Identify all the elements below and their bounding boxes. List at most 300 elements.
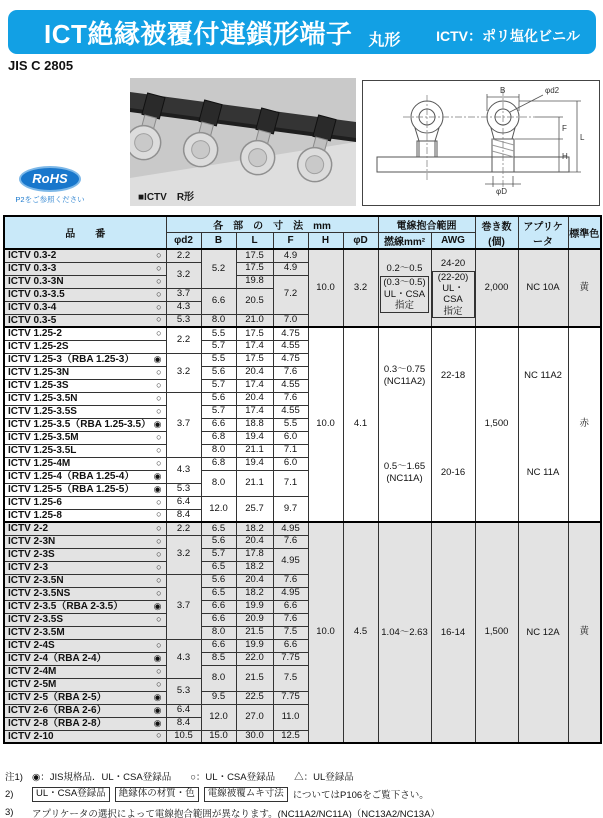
part-number-cell xyxy=(4,548,166,561)
part-number-cell xyxy=(4,483,166,496)
col-header-part-number: 品 番 xyxy=(4,216,166,249)
registration-mark: ◉ xyxy=(153,600,162,611)
dim-l-cell: 25.7 xyxy=(236,496,273,522)
part-number: ICTV 0.3-2 xyxy=(8,250,57,262)
part-number: ICTV 2-4（RBA 2-4） xyxy=(8,653,107,664)
part-number: ICTV 2-3.5N xyxy=(8,575,64,586)
dim-l-cell: 17.5 xyxy=(236,353,273,366)
rohs-note: P2をご参照ください xyxy=(15,195,85,204)
dim-f-cell: 4.95 xyxy=(273,548,308,574)
dim-l-cell: 17.8 xyxy=(236,548,273,561)
dim-f-cell: 4.75 xyxy=(273,353,308,366)
dim-f-cell: 4.9 xyxy=(273,249,308,262)
col-header-l: L xyxy=(236,233,273,250)
dim-l-cell: 17.4 xyxy=(236,379,273,392)
part-number-cell xyxy=(4,678,166,691)
wire-range-cell: 0.2～0.5 (0.3～0.5) UL・CSA 指定 xyxy=(378,249,431,327)
col-header-awg: AWG xyxy=(431,233,475,250)
footnote-label: 注1) xyxy=(5,772,23,783)
col-header-b: B xyxy=(201,233,236,250)
dim-l-cell: 21.5 xyxy=(236,665,273,691)
dim-d2-cell: 3.7 xyxy=(166,288,201,301)
dim-b-cell: 8.0 xyxy=(201,626,236,639)
part-number-cell xyxy=(4,275,166,288)
part-number-cell xyxy=(4,327,166,340)
dim-b-cell: 5.7 xyxy=(201,548,236,561)
footnote-text: アプリケータの選択によって電線抱合範囲が異なります。(NC11A2/NC11A)（NC13A2/NC13A） xyxy=(32,808,440,818)
part-number-cell xyxy=(4,353,166,366)
part-number: ICTV 2-4M xyxy=(8,666,57,677)
part-number: ICTV 1.25-4M xyxy=(8,458,71,469)
dim-l-cell: 20.4 xyxy=(236,574,273,587)
dim-d-cell: 4.5 xyxy=(343,522,378,743)
part-number-cell xyxy=(4,470,166,483)
registration-mark: ○ xyxy=(156,574,162,585)
col-header-d: φD xyxy=(343,233,378,250)
registration-mark: ○ xyxy=(156,535,162,546)
dim-b-cell: 5.2 xyxy=(201,249,236,288)
part-number: ICTV 2-2 xyxy=(8,523,49,535)
col-header-dimensions: 各 部 の 寸 法 mm xyxy=(166,216,378,233)
dim-l-cell: 21.0 xyxy=(236,314,273,327)
dim-f-cell: 4.95 xyxy=(273,587,308,600)
registration-mark: ○ xyxy=(156,639,162,650)
registration-mark: ○ xyxy=(156,327,162,338)
footnote-text: ◉：JIS規格品．UL・CSA登録品 ○：UL・CSA登録品 △：UL登録品 xyxy=(32,772,354,783)
registration-mark: ○ xyxy=(156,678,162,689)
dim-b-cell: 6.8 xyxy=(201,431,236,444)
registration-mark: ○ xyxy=(156,561,162,572)
part-number-cell xyxy=(4,379,166,392)
photo-caption: ■ICTV R形 xyxy=(138,192,195,203)
dim-f-cell: 6.0 xyxy=(273,431,308,444)
dim-l-cell: 27.0 xyxy=(236,704,273,730)
registration-mark: ○ xyxy=(156,730,162,741)
dim-d2-cell: 2.2 xyxy=(166,522,201,535)
dim-f-cell: 4.75 xyxy=(273,327,308,340)
part-number: ICTV 1.25-3S xyxy=(8,380,69,391)
dim-l-cell: 21.5 xyxy=(236,626,273,639)
dim-f-cell: 7.6 xyxy=(273,574,308,587)
dim-f-cell: 7.6 xyxy=(273,613,308,626)
table-row xyxy=(4,522,601,535)
dim-f-cell: 7.6 xyxy=(273,535,308,548)
dim-label-d: φD xyxy=(496,187,507,196)
part-number: ICTV 2-8（RBA 2-8） xyxy=(8,718,107,729)
col-header-qty: 巻き数(個) xyxy=(475,216,518,249)
part-number: ICTV 2-3.5（RBA 2-3.5） xyxy=(8,601,124,612)
dim-d2-cell: 5.3 xyxy=(166,314,201,327)
dim-f-cell: 7.6 xyxy=(273,366,308,379)
dim-b-cell: 8.0 xyxy=(201,665,236,691)
footnote-label: 3) xyxy=(5,807,14,818)
dim-h-cell: 10.0 xyxy=(308,249,343,327)
col-header-wire: 撚線mm² xyxy=(378,233,431,250)
dim-l-cell: 20.9 xyxy=(236,613,273,626)
part-number: ICTV 1.25-4（RBA 1.25-4） xyxy=(8,471,135,482)
dim-b-cell: 6.6 xyxy=(201,600,236,613)
dim-b-cell: 6.5 xyxy=(201,561,236,574)
registration-mark: ○ xyxy=(156,457,162,468)
dim-l-cell: 18.2 xyxy=(236,561,273,574)
col-header-applicator: アプリケータ xyxy=(518,216,568,249)
dim-l-cell: 21.1 xyxy=(236,470,273,496)
part-number: ICTV 1.25-6 xyxy=(8,497,62,508)
dim-l-cell: 30.0 xyxy=(236,730,273,743)
part-number: ICTV 2-5M xyxy=(8,679,57,690)
registration-mark: ◉ xyxy=(153,717,162,728)
registration-mark: ○ xyxy=(156,288,162,299)
registration-mark: ◉ xyxy=(153,652,162,663)
part-number-cell xyxy=(4,314,166,327)
dim-f-cell: 5.5 xyxy=(273,418,308,431)
registration-mark: ◉ xyxy=(153,353,162,364)
dim-d2-cell: 2.2 xyxy=(166,327,201,353)
dim-l-cell: 17.4 xyxy=(236,340,273,353)
dim-d2-cell: 6.4 xyxy=(166,496,201,509)
dim-l-cell: 20.5 xyxy=(236,288,273,314)
registration-mark: ○ xyxy=(156,613,162,624)
part-number: ICTV 0.3-3.5 xyxy=(8,289,65,300)
page-title: ICT絶縁被覆付連鎖形端子 xyxy=(44,18,353,49)
dim-f-cell: 6.6 xyxy=(273,639,308,652)
dim-d2-cell: 8.4 xyxy=(166,717,201,730)
dim-d2-cell: 4.3 xyxy=(166,457,201,483)
part-number-cell xyxy=(4,288,166,301)
table-row xyxy=(4,249,601,262)
part-number-cell xyxy=(4,301,166,314)
dim-label-f: F xyxy=(562,124,567,133)
registration-mark: ◉ xyxy=(153,483,162,494)
part-number: ICTV 2-6（RBA 2-6） xyxy=(8,705,107,716)
dim-label-h: H xyxy=(562,152,568,161)
dim-b-cell: 5.7 xyxy=(201,405,236,418)
part-number-cell xyxy=(4,444,166,457)
registration-mark: ◉ xyxy=(153,691,162,702)
dim-b-cell: 15.0 xyxy=(201,730,236,743)
registration-mark: ○ xyxy=(156,444,162,455)
part-number: ICTV 1.25-3（RBA 1.25-3） xyxy=(8,354,135,365)
part-number-cell xyxy=(4,574,166,587)
part-number: ICTV 1.25-3.5N xyxy=(8,393,78,404)
product-photo-image xyxy=(130,78,356,206)
dim-b-cell: 8.0 xyxy=(201,314,236,327)
dim-d2-cell: 3.7 xyxy=(166,392,201,457)
awg-cell: 24-20 (22-20) UL・CSA 指定 xyxy=(431,249,475,327)
dim-f-cell: 9.7 xyxy=(273,496,308,522)
dim-f-cell: 6.6 xyxy=(273,600,308,613)
part-number: ICTV 2-3S xyxy=(8,549,55,560)
dim-b-cell: 6.5 xyxy=(201,587,236,600)
part-number-cell xyxy=(4,665,166,678)
dim-d2-cell: 8.4 xyxy=(166,509,201,522)
footnote xyxy=(5,806,601,818)
dim-label-l: L xyxy=(580,133,585,142)
title-bar xyxy=(8,10,596,54)
table-row xyxy=(4,327,601,340)
dim-h-cell: 10.0 xyxy=(308,327,343,522)
dim-b-cell: 5.6 xyxy=(201,366,236,379)
part-number: ICTV 0.3-3 xyxy=(8,263,57,274)
part-number: ICTV 2-3 xyxy=(8,562,49,573)
part-number-cell xyxy=(4,704,166,717)
dim-l-cell: 18.2 xyxy=(236,587,273,600)
dim-f-cell: 4.55 xyxy=(273,379,308,392)
dim-f-cell: 7.75 xyxy=(273,691,308,704)
dim-b-cell: 5.5 xyxy=(201,327,236,340)
part-number-cell xyxy=(4,600,166,613)
dim-f-cell: 4.95 xyxy=(273,522,308,535)
col-header-h: H xyxy=(308,233,343,250)
footnote-box: UL・CSA登録品 xyxy=(32,787,110,802)
registration-mark: ○ xyxy=(156,522,162,533)
rohs-badge xyxy=(8,166,92,205)
dim-b-cell: 8.0 xyxy=(201,470,236,496)
part-number-cell xyxy=(4,457,166,470)
part-number: ICTV 1.25-3.5L xyxy=(8,445,77,456)
col-header-f: F xyxy=(273,233,308,250)
part-number: ICTV 2-3.5S xyxy=(8,614,64,625)
part-number-cell xyxy=(4,392,166,405)
part-number: ICTV 0.3-3N xyxy=(8,276,64,287)
spec-table-body xyxy=(4,249,601,743)
dim-l-cell: 21.1 xyxy=(236,444,273,457)
registration-mark: ○ xyxy=(156,301,162,312)
dim-b-cell: 12.0 xyxy=(201,496,236,522)
registration-mark: ○ xyxy=(156,314,162,325)
part-number-cell xyxy=(4,730,166,743)
part-number-cell xyxy=(4,626,166,639)
part-number: ICTV 1.25-3.5S xyxy=(8,406,77,417)
dim-b-cell: 6.6 xyxy=(201,288,236,314)
registration-mark: ○ xyxy=(156,496,162,507)
dim-b-cell: 5.7 xyxy=(201,340,236,353)
part-number: ICTV 1.25-2 xyxy=(8,328,62,340)
footnote-box: 電線被覆ムキ寸法 xyxy=(204,787,288,802)
col-header-wire-range: 電線抱合範囲 xyxy=(378,216,475,233)
applicator-cell: NC 11A2 NC 11A xyxy=(518,327,568,522)
spec-table xyxy=(3,215,602,744)
dim-b-cell: 5.6 xyxy=(201,392,236,405)
dim-l-cell: 20.4 xyxy=(236,535,273,548)
part-number-cell xyxy=(4,405,166,418)
col-header-color: 標準色 xyxy=(568,216,601,249)
dim-l-cell: 22.5 xyxy=(236,691,273,704)
dim-d2-cell: 4.3 xyxy=(166,301,201,314)
dim-f-cell: 7.6 xyxy=(273,392,308,405)
applicator-cell: NC 10A xyxy=(518,249,568,327)
dim-d2-cell: 5.3 xyxy=(166,483,201,496)
dim-b-cell: 8.0 xyxy=(201,444,236,457)
part-number-cell xyxy=(4,431,166,444)
part-number: ICTV 2-3.5NS xyxy=(8,588,71,599)
part-number-cell xyxy=(4,639,166,652)
part-number-cell xyxy=(4,496,166,509)
standard-color-cell: 黄 xyxy=(568,249,601,327)
dimension-drawing xyxy=(363,81,599,205)
registration-mark: ○ xyxy=(156,392,162,403)
registration-mark: ○ xyxy=(156,405,162,416)
dim-d2-cell: 3.2 xyxy=(166,535,201,574)
dim-f-cell: 4.55 xyxy=(273,405,308,418)
dim-f-cell: 7.5 xyxy=(273,665,308,691)
dim-l-cell: 19.4 xyxy=(236,431,273,444)
shape-label: 丸形 xyxy=(368,31,401,49)
registration-mark: ◉ xyxy=(153,418,162,429)
dim-b-cell: 6.6 xyxy=(201,639,236,652)
dim-d2-cell: 10.5 xyxy=(166,730,201,743)
dim-f-cell: 7.2 xyxy=(273,275,308,314)
dim-b-cell: 5.6 xyxy=(201,574,236,587)
wire-range-cell: 0.3～0.75 (NC11A2) 0.5～1.65 (NC11A) xyxy=(378,327,431,522)
part-number: ICTV 2-5（RBA 2-5） xyxy=(8,692,107,703)
registration-mark: ◉ xyxy=(153,470,162,481)
registration-mark: ○ xyxy=(156,262,162,273)
dim-h-cell: 10.0 xyxy=(308,522,343,743)
dim-d2-cell: 5.3 xyxy=(166,678,201,704)
col-header-d2: φd2 xyxy=(166,233,201,250)
part-number-cell xyxy=(4,262,166,275)
standard-code: JIS C 2805 xyxy=(8,58,74,73)
awg-cell: 16-14 xyxy=(431,522,475,743)
dim-b-cell: 5.5 xyxy=(201,353,236,366)
part-number: ICTV 1.25-5（RBA 1.25-5） xyxy=(8,484,135,495)
dim-d-cell: 3.2 xyxy=(343,249,378,327)
dim-b-cell: 6.6 xyxy=(201,613,236,626)
dim-l-cell: 22.0 xyxy=(236,652,273,665)
registration-mark: ○ xyxy=(156,249,162,260)
registration-mark: ○ xyxy=(156,275,162,286)
dim-b-cell: 5.7 xyxy=(201,379,236,392)
part-number-cell xyxy=(4,249,166,262)
registration-mark: ○ xyxy=(156,379,162,390)
dim-f-cell: 7.5 xyxy=(273,626,308,639)
winding-qty-cell: 2,000 xyxy=(475,249,518,327)
dim-b-cell: 6.5 xyxy=(201,522,236,535)
material-label: ICTV：ポリ塩化ビニル xyxy=(436,28,580,44)
dim-f-cell: 7.1 xyxy=(273,444,308,457)
part-number-cell xyxy=(4,366,166,379)
dim-l-cell: 19.9 xyxy=(236,600,273,613)
part-number-cell xyxy=(4,522,166,535)
footnote xyxy=(5,769,601,783)
dim-b-cell: 9.5 xyxy=(201,691,236,704)
dim-d2-cell: 3.7 xyxy=(166,574,201,639)
part-number-cell xyxy=(4,717,166,730)
dim-d-cell: 4.1 xyxy=(343,327,378,522)
dim-d2-cell: 4.3 xyxy=(166,639,201,678)
part-number: ICTV 0.3-5 xyxy=(8,314,57,326)
part-number-cell xyxy=(4,652,166,665)
dim-label-d2: φd2 xyxy=(545,86,560,95)
dim-f-cell: 12.5 xyxy=(273,730,308,743)
dim-l-cell: 19.8 xyxy=(236,275,273,288)
standard-color-cell: 黄 xyxy=(568,522,601,743)
dim-l-cell: 19.4 xyxy=(236,457,273,470)
part-number-cell xyxy=(4,613,166,626)
dim-b-cell: 6.6 xyxy=(201,418,236,431)
part-number-cell xyxy=(4,587,166,600)
winding-qty-cell: 1,500 xyxy=(475,327,518,522)
dim-f-cell: 4.9 xyxy=(273,262,308,275)
dim-l-cell: 17.5 xyxy=(236,327,273,340)
part-number-cell xyxy=(4,561,166,574)
part-number-cell xyxy=(4,509,166,522)
footnote-label: 2) xyxy=(5,788,14,800)
dim-f-cell: 4.55 xyxy=(273,340,308,353)
registration-mark: ○ xyxy=(156,366,162,377)
dim-l-cell: 19.9 xyxy=(236,639,273,652)
part-number: ICTV 1.25-3.5M xyxy=(8,432,79,443)
footnote xyxy=(5,787,601,802)
registration-mark: ◉ xyxy=(153,704,162,715)
part-number-cell xyxy=(4,691,166,704)
dim-b-cell: 8.5 xyxy=(201,652,236,665)
part-number: ICTV 1.25-3N xyxy=(8,367,70,378)
part-number: ICTV 1.25-2S xyxy=(8,341,69,352)
dimension-diagram xyxy=(362,80,600,206)
dim-b-cell: 12.0 xyxy=(201,704,236,730)
rohs-logo: RoHS xyxy=(19,166,81,192)
dim-l-cell: 17.5 xyxy=(236,262,273,275)
dim-f-cell: 7.0 xyxy=(273,314,308,327)
dim-l-cell: 20.4 xyxy=(236,366,273,379)
registration-mark: ○ xyxy=(156,548,162,559)
dim-label-b: B xyxy=(500,86,506,95)
part-number: ICTV 1.25-3.5（RBA 1.25-3.5） xyxy=(8,419,152,430)
dim-b-cell: 6.8 xyxy=(201,457,236,470)
wire-range-cell: 1.04～2.63 xyxy=(378,522,431,743)
dim-l-cell: 17.4 xyxy=(236,405,273,418)
registration-mark: ○ xyxy=(156,431,162,442)
registration-mark: ○ xyxy=(156,587,162,598)
dim-l-cell: 18.2 xyxy=(236,522,273,535)
dim-f-cell: 7.75 xyxy=(273,652,308,665)
applicator-cell: NC 12A xyxy=(518,522,568,743)
dim-l-cell: 18.8 xyxy=(236,418,273,431)
registration-mark: ○ xyxy=(156,509,162,520)
part-number: ICTV 2-4S xyxy=(8,640,55,651)
spec-table-head xyxy=(4,216,601,249)
footnotes xyxy=(5,769,601,818)
part-number: ICTV 2-10 xyxy=(8,730,54,742)
part-number-cell xyxy=(4,340,166,353)
awg-cell: 22-18 20-16 xyxy=(431,327,475,522)
part-number: ICTV 2-3.5M xyxy=(8,627,65,638)
dim-d2-cell: 2.2 xyxy=(166,249,201,262)
part-number-cell xyxy=(4,418,166,431)
winding-qty-cell: 1,500 xyxy=(475,522,518,743)
product-photo xyxy=(130,78,356,206)
registration-mark: ○ xyxy=(156,665,162,676)
footnote-box: 絶縁体の材質・色 xyxy=(115,787,199,802)
part-number: ICTV 2-3N xyxy=(8,536,56,547)
standard-color-cell: 赤 xyxy=(568,327,601,522)
dim-f-cell: 7.1 xyxy=(273,470,308,496)
dim-f-cell: 6.0 xyxy=(273,457,308,470)
dim-b-cell: 5.6 xyxy=(201,535,236,548)
part-number: ICTV 0.3-4 xyxy=(8,302,57,313)
dim-d2-cell: 3.2 xyxy=(166,262,201,288)
footnote-text: についてはP106をご覧下さい。 xyxy=(292,790,429,802)
dim-f-cell: 11.0 xyxy=(273,704,308,730)
dim-l-cell: 17.5 xyxy=(236,249,273,262)
part-number-cell xyxy=(4,535,166,548)
dim-l-cell: 20.4 xyxy=(236,392,273,405)
dim-d2-cell: 3.2 xyxy=(166,353,201,392)
part-number: ICTV 1.25-8 xyxy=(8,509,62,521)
dim-d2-cell: 6.4 xyxy=(166,704,201,717)
